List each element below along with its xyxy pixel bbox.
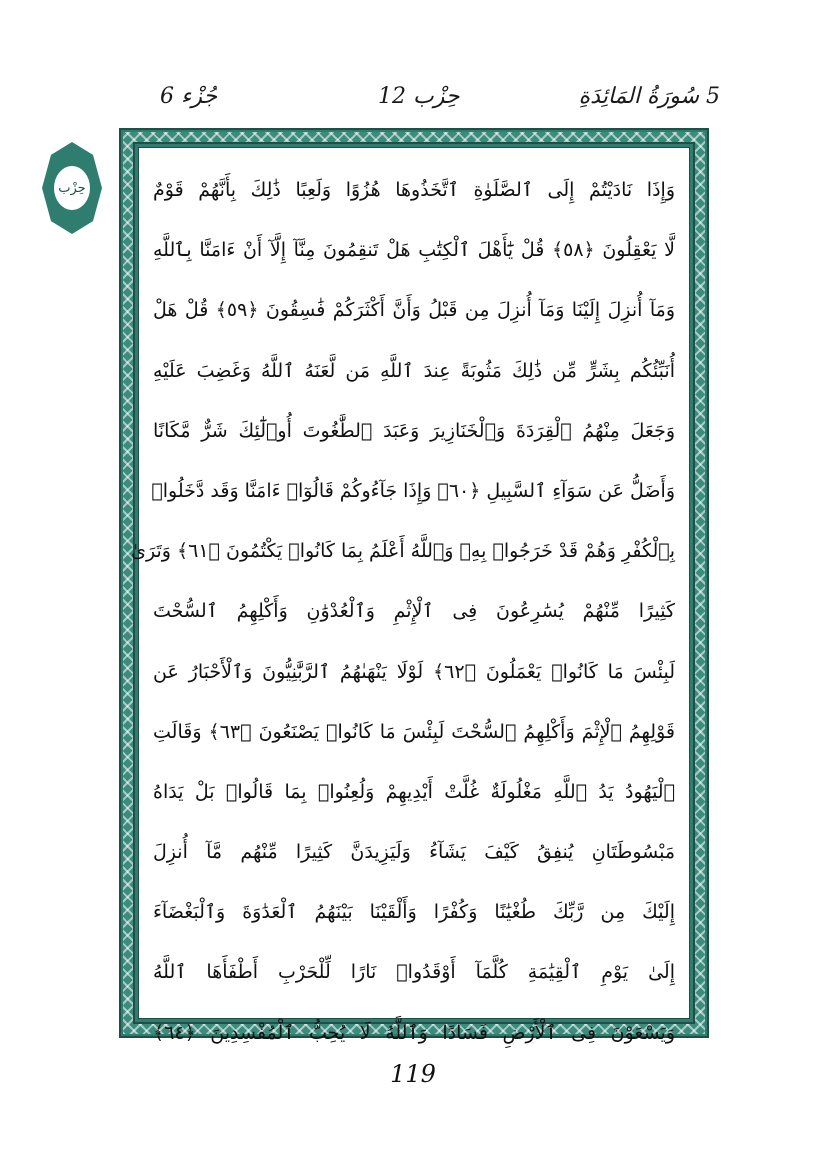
medallion-label: حِزْب bbox=[54, 166, 90, 210]
verse-lines bbox=[131, 160, 675, 1044]
ornamental-frame bbox=[119, 128, 709, 1044]
verse-line-5: وَجَعَلَ مِنْهُمُ ٱلْقِرَدَةَ وَٱلْخَنَازِيرَ وَعَبَدَ ٱلطَّٰغُوتَ أُو۟لَٰٓئِكَ شَرٌّ مَّكَانًا bbox=[153, 419, 675, 442]
verse-line-1: وَإِذَا نَادَيْتُمْ إِلَى ٱلصَّلَوٰةِ ٱتَّخَذُوهَا هُزُوًا وَلَعِبًا ذَٰلِكَ بِأَنَّهُمْ قَوْمٌ bbox=[153, 179, 675, 201]
page-number: 119 bbox=[390, 1060, 436, 1088]
hizb-label: حِزْب 12 bbox=[378, 84, 460, 109]
hizb-marker-medallion bbox=[42, 142, 102, 234]
verse-line-6: وَأَضَلُّ عَن سَوَآءِ ٱلسَّبِيلِ ﴿٦٠﴾ وَإِذَا جَآءُوكُمْ قَالُوٓا۟ ءَامَنَّا وَقَد دَّخَلُوا۟ bbox=[151, 479, 675, 502]
verse-line-9: لَبِئْسَ مَا كَانُوا۟ يَعْمَلُونَ ﴿٦٢﴾ لَوْلَا يَنْهَىٰهُمُ ٱلرَّبَّٰنِيُّونَ وَٱلْأَحْبَارُ عَن bbox=[153, 660, 675, 683]
surah-title: 5 سُورَةُ المَائِدَةِ bbox=[578, 84, 720, 109]
verse-line-13: إِلَيْكَ مِن رَّبِّكَ طُغْيَٰنًا وَكُفْرًا وَأَلْقَيْنَا بَيْنَهُمُ ٱلْعَدَٰوَةَ وَٱلْبَغْضَآءَ bbox=[153, 901, 675, 924]
verse-line-4: أُنَبِّئُكُم بِشَرٍّ مِّن ذَٰلِكَ مَثُوبَةً عِندَ ٱللَّهِ مَن لَّعَنَهُ ٱللَّهُ وَغَضِبَ عَلَيْهِ bbox=[153, 359, 675, 382]
verse-line-3: وَمَآ أُنزِلَ إِلَيْنَا وَمَآ أُنزِلَ مِن قَبْلُ وَأَنَّ أَكْثَرَكُمْ فَٰسِقُونَ ﴿٥٩﴾ قُلْ هَلْ bbox=[153, 299, 675, 322]
verse-line-15: وَيَسْعَوْنَ فِى ٱلْأَرْضِ فَسَادًا وَٱللَّهُ لَا يُحِبُّ ٱلْمُفْسِدِينَ ﴿٦٤﴾ bbox=[153, 1021, 675, 1044]
text-panel bbox=[131, 147, 690, 1044]
verse-line-12: مَبْسُوطَتَانِ يُنفِقُ كَيْفَ يَشَآءُ وَلَيَزِيدَنَّ كَثِيرًا مِّنْهُم مَّآ أُنزِلَ bbox=[153, 841, 675, 864]
verse-line-7: بِٱلْكُفْرِ وَهُمْ قَدْ خَرَجُوا۟ بِهِۦ وَٱللَّهُ أَعْلَمُ بِمَا كَانُوا۟ يَكْتُمُونَ ﴿٦١﴾ وَتَرَىٰ bbox=[131, 540, 675, 563]
verse-line-10: قَوْلِهِمُ ٱلْإِثْمَ وَأَكْلِهِمُ ٱلسُّحْتَ لَبِئْسَ مَا كَانُوا۟ يَصْنَعُونَ ﴿٦٣﴾ وَقَالَتِ bbox=[153, 720, 675, 743]
verse-line-11: ٱلْيَهُودُ يَدُ ٱللَّهِ مَغْلُولَةٌ غُلَّتْ أَيْدِيهِمْ وَلُعِنُوا۟ بِمَا قَالُوا۟ بَلْ يَدَاهُ bbox=[153, 780, 675, 803]
verse-line-14: إِلَىٰ يَوْمِ ٱلْقِيَٰمَةِ كُلَّمَآ أَوْقَدُوا۟ نَارًا لِّلْحَرْبِ أَطْفَأَهَا ٱللَّهُ bbox=[153, 961, 675, 984]
verse-line-2: لَّا يَعْقِلُونَ ﴿٥٨﴾ قُلْ يَٰٓأَهْلَ ٱلْكِتَٰبِ هَلْ تَنقِمُونَ مِنَّآ إِلَّآ أَنْ ءَامَنَّا بِٱللَّهِ bbox=[153, 239, 675, 262]
verse-line-8: كَثِيرًا مِّنْهُمْ يُسَٰرِعُونَ فِى ٱلْإِثْمِ وَٱلْعُدْوَٰنِ وَأَكْلِهِمُ ٱلسُّحْتَ bbox=[153, 600, 675, 623]
juz-label: جُزْء 6 bbox=[160, 84, 218, 109]
page-header bbox=[120, 78, 720, 118]
